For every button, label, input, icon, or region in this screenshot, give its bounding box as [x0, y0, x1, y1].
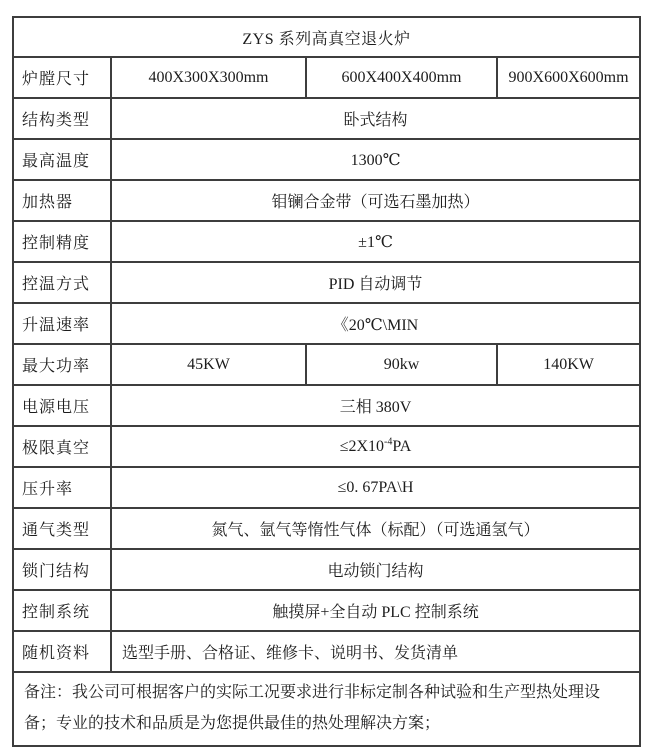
spec-table	[12, 16, 641, 747]
row-value: 45KW	[111, 344, 306, 385]
row-heater	[13, 180, 640, 221]
row-control-system	[13, 590, 640, 631]
row-label: 压升率	[13, 467, 111, 508]
row-label: 结构类型	[13, 98, 111, 139]
row-value: PID 自动调节	[111, 262, 640, 303]
row-max-power	[13, 344, 640, 385]
row-value: 600X400X400mm	[306, 57, 497, 98]
row-included-documents	[13, 631, 640, 672]
row-max-temperature	[13, 139, 640, 180]
row-value: ≤0. 67PA\H	[111, 467, 640, 508]
table-title-row	[13, 17, 640, 57]
row-pressure-rise-rate	[13, 467, 640, 508]
remark-row	[13, 672, 640, 746]
row-label: 控制精度	[13, 221, 111, 262]
row-label: 极限真空	[13, 426, 111, 467]
row-value: 卧式结构	[111, 98, 640, 139]
row-label: 最大功率	[13, 344, 111, 385]
row-value: 氮气、氩气等惰性气体（标配）（可选通氢气）	[111, 508, 640, 549]
row-value: 90kw	[306, 344, 497, 385]
row-control-accuracy	[13, 221, 640, 262]
row-value: 触摸屏+全自动 PLC 控制系统	[111, 590, 640, 631]
row-value: 1300℃	[111, 139, 640, 180]
row-door-lock	[13, 549, 640, 590]
row-label: 锁门结构	[13, 549, 111, 590]
row-structure-type	[13, 98, 640, 139]
row-ultimate-vacuum	[13, 426, 640, 467]
row-label: 加热器	[13, 180, 111, 221]
vacuum-value-base: ≤2X10	[339, 437, 385, 455]
table-title: ZYS 系列高真空退火炉	[13, 17, 640, 57]
row-label: 控制系统	[13, 590, 111, 631]
row-label: 通气类型	[13, 508, 111, 549]
vacuum-value-exponent: -4	[384, 436, 393, 448]
row-value: 电动锁门结构	[111, 549, 640, 590]
row-power-supply	[13, 385, 640, 426]
row-label: 升温速率	[13, 303, 111, 344]
row-heating-rate	[13, 303, 640, 344]
row-label: 炉膛尺寸	[13, 57, 111, 98]
row-value: 选型手册、合格证、维修卡、说明书、发货清单	[111, 631, 640, 672]
row-label: 最高温度	[13, 139, 111, 180]
row-gas-type	[13, 508, 640, 549]
row-value: 《20℃\MIN	[111, 303, 640, 344]
row-value: 140KW	[497, 344, 640, 385]
row-value: 三相 380V	[111, 385, 640, 426]
row-chamber-size	[13, 57, 640, 98]
row-value: 钼镧合金带（可选石墨加热）	[111, 180, 640, 221]
row-value: 400X300X300mm	[111, 57, 306, 98]
row-value: 900X600X600mm	[497, 57, 640, 98]
row-label: 随机资料	[13, 631, 111, 672]
row-control-mode	[13, 262, 640, 303]
row-label: 控温方式	[13, 262, 111, 303]
vacuum-value-unit: PA	[392, 437, 412, 455]
row-label: 电源电压	[13, 385, 111, 426]
row-value	[111, 426, 640, 467]
remark-text: 备注：我公司可根据客户的实际工况要求进行非标定制各种试验和生产型热处理设备；专业的技术和品质是为您提供最佳的热处理解决方案；	[13, 672, 640, 746]
row-value: ±1℃	[111, 221, 640, 262]
